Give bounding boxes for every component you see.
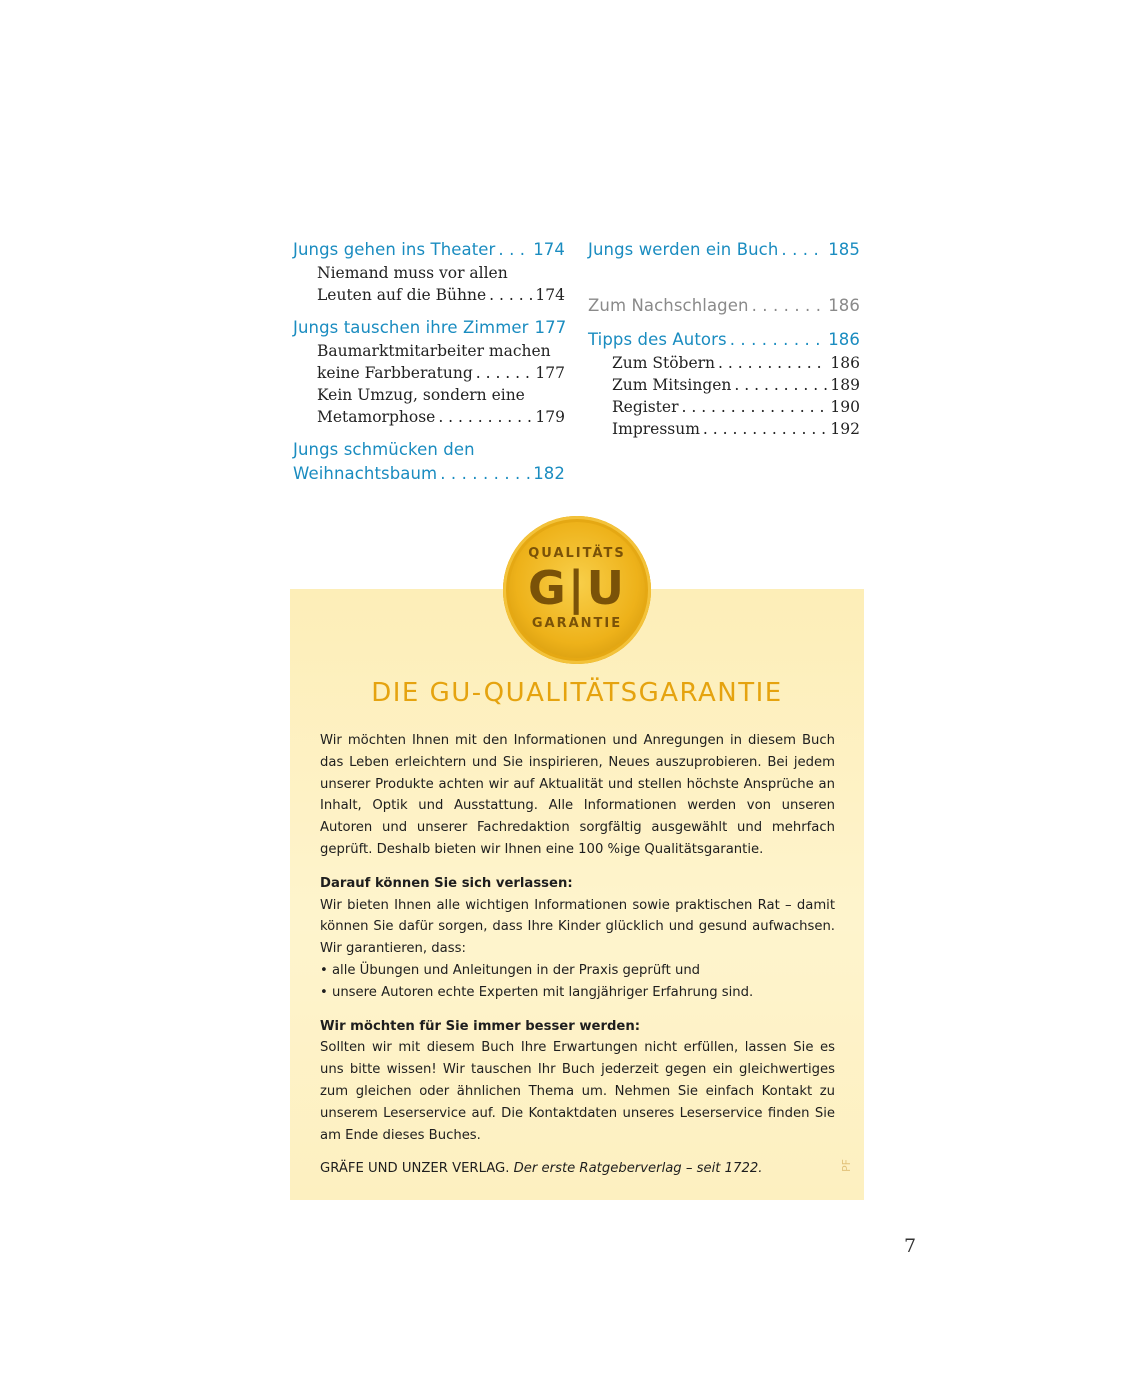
guarantee-bullet: • alle Übungen und Anleitungen in der Praxis geprüft und (320, 962, 701, 978)
toc-subentry: keine Farbberatung . . . 177 (293, 362, 565, 384)
page-number: 7 (904, 1235, 917, 1257)
toc-chapter: Jungs tauschen ihre Zimmer 177 (293, 318, 567, 337)
toc-subentry: Zum Mitsingen . . . 189 (588, 374, 860, 396)
toc-chapter: Tipps des Autors . . . 186 (588, 328, 860, 352)
toc-chapter: Jungs gehen ins Theater . . . 174 (293, 238, 565, 262)
seal-top-text: QUALITÄTS (528, 546, 626, 561)
publisher-line (320, 1158, 835, 1180)
toc-subentry: Impressum . . . 192 (588, 418, 860, 440)
publisher-tagline: Der erste Ratgeberverlag – seit 1722. (513, 1161, 763, 1177)
toc-subentry-line: Baumarktmitarbeiter machen (317, 342, 551, 360)
toc-column-right (588, 238, 860, 440)
toc-chapter-reference: Zum Nachschlagen . . . 186 (588, 294, 860, 318)
seal-logo-text: G|U (528, 561, 626, 615)
toc-subentry: Register . . . 190 (588, 396, 860, 418)
toc-column-left (293, 238, 565, 486)
guarantee-heading: Darauf können Sie sich verlassen: (320, 875, 573, 891)
toc-subentry: Leuten auf die Bühne . . . 174 (293, 284, 565, 306)
publisher-name: GRÄFE UND UNZER VERLAG. (320, 1161, 510, 1177)
toc-subentry-line: Kein Umzug, sondern eine (317, 386, 525, 404)
print-code: PF (840, 1159, 853, 1172)
toc-chapter-line: Jungs schmücken den (293, 440, 475, 459)
toc-subentry-line: Niemand muss vor allen (317, 264, 508, 282)
guarantee-bullet: • unsere Autoren echte Experten mit langjähriger Erfahrung sind. (320, 984, 754, 1000)
guarantee-intro: Wir möchten Ihnen mit den Informationen und Anregungen in diesem Buch das Leben erleichtern und Sie inspirieren, Neues auszuprobieren. Bei jedem unserer Produkte achten wir auf Aktualität und stellen höchste Ansprüche an Inhalt, Optik und Ausstattung. Alle Informationen werden von unseren Autoren und unserer Fachredaktion sorgfältig ausgewählt und mehrfach geprüft. Deshalb bieten wir Ihnen eine 100 %ige Qualitätsgarantie. (320, 733, 835, 857)
guarantee-heading: Wir möchten für Sie immer besser werden: (320, 1018, 641, 1034)
guarantee-paragraph: Wir bieten Ihnen alle wichtigen Informationen sowie praktischen Rat – damit können Sie dafür sorgen, dass Ihre Kinder glücklich und gesund aufwachsen. Wir garantieren, dass: (320, 897, 835, 957)
toc-chapter: Jungs werden ein Buch . . . 185 (588, 238, 860, 262)
quality-seal-icon (503, 516, 651, 664)
toc-subentry: Metamorphose . . . 179 (293, 406, 565, 428)
guarantee-text (320, 730, 835, 1180)
guarantee-title: DIE GU-QUALITÄTSGARANTIE (371, 678, 783, 708)
toc-chapter: Weihnachtsbaum . . . 182 (293, 462, 565, 486)
toc-subentry: Zum Stöbern . . . 186 (588, 352, 860, 374)
seal-bottom-text: GARANTIE (531, 616, 623, 631)
guarantee-paragraph: Sollten wir mit diesem Buch Ihre Erwartungen nicht erfüllen, lassen Sie es uns bitte wissen! Wir tauschen Ihr Buch jederzeit gegen ein gleichwertiges zum gleichen oder ähnlichen Thema um. Nehmen Sie einfach Kontakt zu unserem Leserservice auf. Die Kontaktdaten unseres Leserservice finden Sie am Ende dieses Buches. (320, 1040, 835, 1143)
